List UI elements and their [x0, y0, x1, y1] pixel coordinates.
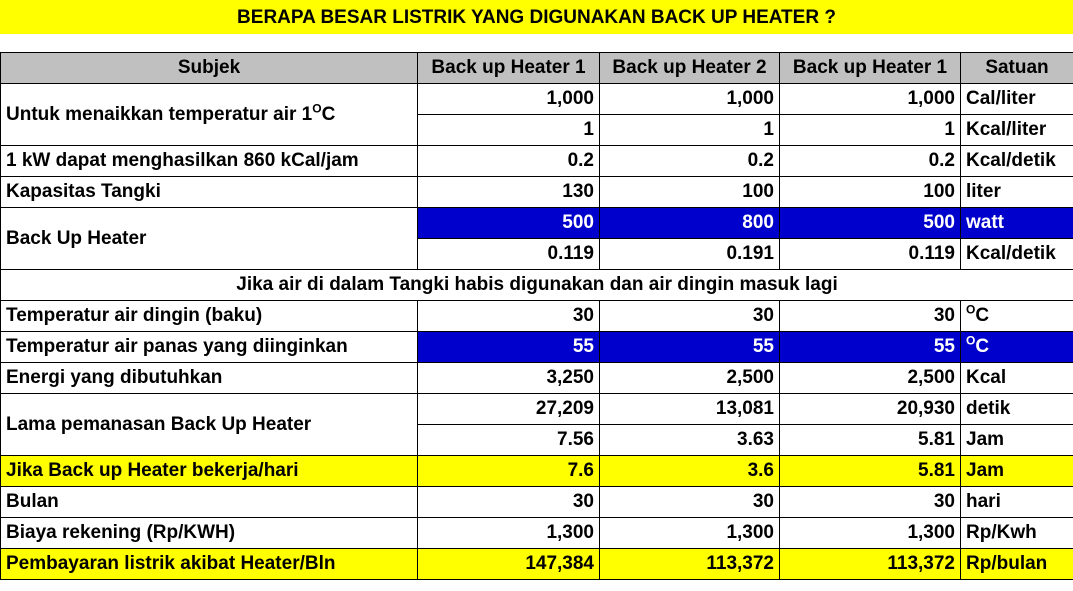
unit-cell: $^O$C: [961, 332, 1073, 363]
cell: 30: [600, 301, 780, 332]
unit-cell: Jam: [961, 456, 1073, 487]
table-row: [1, 363, 1073, 394]
table-row: [1, 332, 1073, 363]
cell: 30: [418, 487, 600, 518]
table-row: [1, 208, 1073, 239]
cell: 27,209: [418, 394, 600, 425]
cell: 30: [600, 487, 780, 518]
row-label: Temperatur air panas yang diinginkan: [1, 332, 418, 363]
table-row: [1, 301, 1073, 332]
unit-cell: Rp/Kwh: [961, 518, 1073, 549]
cell: 13,081: [600, 394, 780, 425]
cell: 1: [780, 115, 961, 146]
table-row: [1, 487, 1073, 518]
cell: 500: [418, 208, 600, 239]
table-row: [1, 270, 1073, 301]
cell: 1,300: [418, 518, 600, 549]
unit-cell: detik: [961, 394, 1073, 425]
table-row: [1, 146, 1073, 177]
cell: 1,000: [418, 84, 600, 115]
header-col3: Back up Heater 1: [780, 53, 961, 84]
cell: 3,250: [418, 363, 600, 394]
table-row: [1, 549, 1073, 580]
cell: 5.81: [780, 456, 961, 487]
table-row: [1, 518, 1073, 549]
row-label: Lama pemanasan Back Up Heater: [1, 394, 418, 456]
cell: 0.2: [780, 146, 961, 177]
cell: 113,372: [600, 549, 780, 580]
header-row: [1, 53, 1073, 84]
row-label: 1 kW dapat menghasilkan 860 kCal/jam: [1, 146, 418, 177]
cell: 30: [780, 487, 961, 518]
cell: 130: [418, 177, 600, 208]
cell: 7.6: [418, 456, 600, 487]
table-row: [1, 84, 1073, 115]
row-label: Bulan: [1, 487, 418, 518]
spacer-row: [0, 34, 1073, 52]
row-label: Temperatur air dingin (baku): [1, 301, 418, 332]
cell: 0.191: [600, 239, 780, 270]
cell: 55: [600, 332, 780, 363]
cell: 7.56: [418, 425, 600, 456]
cell: 1,300: [600, 518, 780, 549]
cell: 20,930: [780, 394, 961, 425]
unit-cell: Kcal/detik: [961, 146, 1073, 177]
cell: 100: [780, 177, 961, 208]
table-row: [1, 177, 1073, 208]
cell: 0.2: [600, 146, 780, 177]
cell: 1,000: [600, 84, 780, 115]
temp-label: Untuk menaikkan temperatur air $1^OC$: [1, 84, 418, 146]
cell: 30: [780, 301, 961, 332]
cell: 30: [418, 301, 600, 332]
unit-cell: Kcal: [961, 363, 1073, 394]
cell: 800: [600, 208, 780, 239]
row-label: Energi yang dibutuhkan: [1, 363, 418, 394]
cell: 0.2: [418, 146, 600, 177]
cell: 1: [418, 115, 600, 146]
unit-cell: Jam: [961, 425, 1073, 456]
header-subjek: Subjek: [1, 53, 418, 84]
cell: 1: [600, 115, 780, 146]
unit-cell: hari: [961, 487, 1073, 518]
header-satuan: Satuan: [961, 53, 1073, 84]
cell: 147,384: [418, 549, 600, 580]
cell: 2,500: [780, 363, 961, 394]
table-row: [1, 394, 1073, 425]
heater-table: [0, 52, 1073, 580]
cell: 500: [780, 208, 961, 239]
unit-cell: Cal/liter: [961, 84, 1073, 115]
cell: 55: [418, 332, 600, 363]
unit-cell: Kcal/detik: [961, 239, 1073, 270]
row-label: Biaya rekening (Rp/KWH): [1, 518, 418, 549]
unit-cell: Kcal/liter: [961, 115, 1073, 146]
cell: 100: [600, 177, 780, 208]
section-note: Jika air di dalam Tangki habis digunakan dan air dingin masuk lagi: [1, 270, 1073, 301]
cell: 3.6: [600, 456, 780, 487]
cell: 0.119: [780, 239, 961, 270]
unit-cell: watt: [961, 208, 1073, 239]
cell: 55: [780, 332, 961, 363]
cell: 113,372: [780, 549, 961, 580]
cell: 1,000: [780, 84, 961, 115]
cell: 3.63: [600, 425, 780, 456]
cell: 2,500: [600, 363, 780, 394]
row-label: Pembayaran listrik akibat Heater/Bln: [1, 549, 418, 580]
cell: 0.119: [418, 239, 600, 270]
cell: 5.81: [780, 425, 961, 456]
table-row: [1, 456, 1073, 487]
cell: 1,300: [780, 518, 961, 549]
row-label: Back Up Heater: [1, 208, 418, 270]
header-col2: Back up Heater 2: [600, 53, 780, 84]
unit-cell: $^O$C: [961, 301, 1073, 332]
unit-cell: Rp/bulan: [961, 549, 1073, 580]
row-label: Jika Back up Heater bekerja/hari: [1, 456, 418, 487]
header-col1: Back up Heater 1: [418, 53, 600, 84]
sheet-title: BERAPA BESAR LISTRIK YANG DIGUNAKAN BACK UP HEATER ?: [0, 0, 1073, 34]
unit-cell: liter: [961, 177, 1073, 208]
row-label: Kapasitas Tangki: [1, 177, 418, 208]
